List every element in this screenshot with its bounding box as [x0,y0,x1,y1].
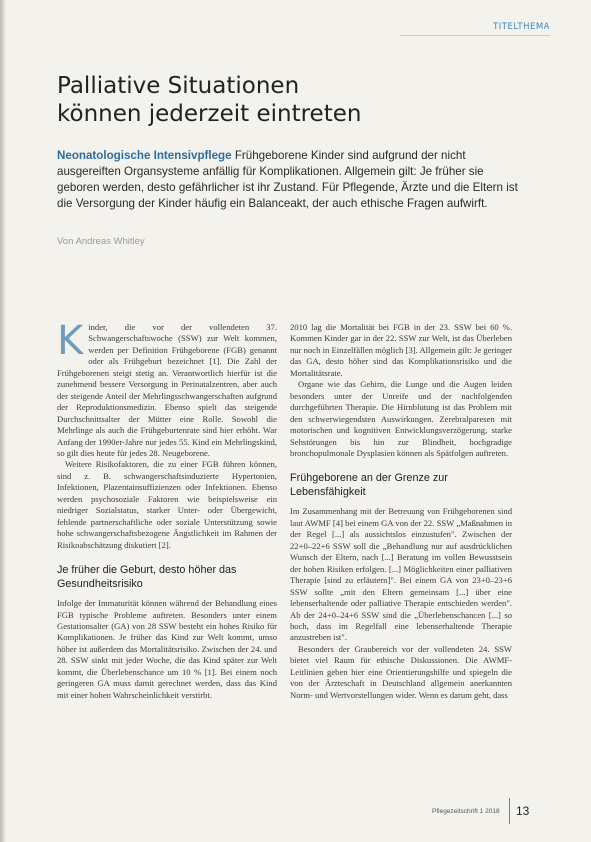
paragraph: Weitere Risikofaktoren, die zu einer FGB führen können, sind z. B. schwangerschaftsinduzierte Hypertonien, Infektionen, Plazentainsuffizienzen oder Infektionen. Ebenso werden psychosoziale Faktoren wie beispielsweise ein niedriger Sozialstatus, starker Unter- oder Übergewicht, fehlende partnerschaftliche oder soziale Unterstützung sowie hohe schwangerschaftsbezogene Ängstlichkeit im Rahmen der Risikoabschätzung diskutiert [2]. [57,459,277,550]
paragraph: Organe wie das Gehirn, die Lunge und die Augen leiden besonders unter der Unreife und der nachfolgenden durchgeführten Therapie. Die Hirnblutung ist das Problem mit den schwerwiegendsten Auswirkungen. Zerebralparesen mit motorischen und kognitiven Entwicklungsverzögerung, starke Sehstörungen bis hin zur Blindheit, hochgradige bronchopulmonale Dysplasien können als Spätfolgen auftreten. [290,379,512,458]
article-title-line2: können jederzeit eintreten [57,101,362,127]
paragraph-text: inder, die vor der vollendeten 37. Schwangerschaftswoche (SSW) zur Welt kommen, werden per Definition Frühgeborene (FGB) genannt oder als Frühgeburt bezeichnet [1]. Die Zahl der Frühgeborenen steigt stetig an. Verantwortlich hierfür ist die zunehmend bessere Versorgung in Perinatalzentren, aber auch der steigende Anteil der Mehrlingsschwangerschaften aufgrund der Reproduktionsmedizin. Ebenso spielt das steigende Durchschnittsalter der Mütter eine Rolle. Sowohl die Mehrlinge als auch die Frühgeburtenrate sind hier erhöht. War Anfang der 1990er-Jahre nur jedes 55. Kind ein Mehrlingskind, so gilt dies heute für jedes 28. Neugeborene. [57,322,277,458]
paragraph: Besonders der Graubereich vor der vollendeten 24. SSW bietet viel Raum für ethische Diskussionen. Die AWMF-Leitlinien geben hier eine Orientierungshilfe und spiegeln die von der Ärzteschaft in Deutschland allgemein anerkannten Norm- und Wertvorstellungen wider. Wenn es darum geht, dass [290,643,512,700]
footer-divider [509,798,510,824]
article-title [57,72,497,128]
paragraph: 2010 lag die Mortalität bei FGB in der 23. SSW bei 60 %. Kommen Kinder gar in der 22. SSW zur Welt, ist das Überleben nur noch in Einzelfällen möglich [3]. Allgemein gilt: Je geringer das GA, desto höher sind das Komplikationsrisiko und die Mortalitätsrate. [290,322,512,378]
text-column-right [290,322,512,701]
author-byline: Von Andreas Whitley [57,236,145,247]
page-edge-shadow [0,0,6,842]
text-column-left [57,318,277,701]
article-title-line1: Palliative Situationen [57,73,300,99]
subheading-left: Je früher die Geburt, desto höher das Gesundheitsrisiko [57,564,237,591]
paragraph [57,318,277,459]
page-number: 13 [516,804,530,818]
lead-text: Frühgeborene Kinder sind aufgrund der nicht ausgereiften Organsysteme anfällig für Komplikationen. Allgemein gilt: Je früher sie geboren werden, desto gefährlicher ist ihr Zustand. Für Pflegende, Ärzte und die Eltern ist die Versorgung der Kinder häufig ein Balanceakt, der auch ethische Fragen aufwirft. [57,149,518,210]
magazine-name: Pflegezeitschrift 1 2018 [432,808,500,815]
paragraph: Infolge der Immaturität können während der Behandlung eines FGB typische Probleme auftreten. Besonders unter einem Gestationsalter (GA) von 28 SSW besteht ein hohes Risiko für Komplikationen. Je früher das Kind zur Welt kommt, umso höher ist außerdem das Mortalitätsrisiko. Zwischen der 24. und 28. SSW sinkt mit jeder Woche, die das Kind später zur Welt kommt, die Überlebenschance um 10 % [1]. Bei einem noch geringeren GA muss damit gerechnet werden, dass das Kind mit einer hohen Wahrscheinlichkeit verstirbt. [57,598,277,700]
paragraph: Im Zusammenhang mit der Betreuung von Frühgeborenen sind laut AWMF [4] bei einem GA von der 22. SSW „Maßnahmen in der Regel [...] als aussichtslos einzustufen". Zwischen der 22+0–22+6 SSW soll die „Behandlung nur auf ausdrücklichen Wunsch der Eltern, nach [...] Beratung im vollen Bewusstsein der hohen Risiken erfolgen. [...] Möglichkeiten einer palliativen Therapie [sind zu erläutern]". Bei einem GA von 23+0–23+6 SSW sollte „mit den Eltern gemeinsam [...] über eine lebenserhaltende oder palliative Therapie entschieden werden". Ab der 24+0–24+6 SSW sind die „Überlebenschancen [...] so hoch, dass im Regelfall eine lebenserhaltende Therapie anzustreben ist". [290,506,512,643]
article-lead [57,148,527,212]
subheading-right: Frühgeborene an der Grenze zur Lebensfähigkeit [290,472,448,499]
lead-kicker: Neonatologische Intensivpflege [57,149,232,162]
section-label: TITELTHEMA [400,22,550,36]
drop-cap: K [57,318,84,364]
